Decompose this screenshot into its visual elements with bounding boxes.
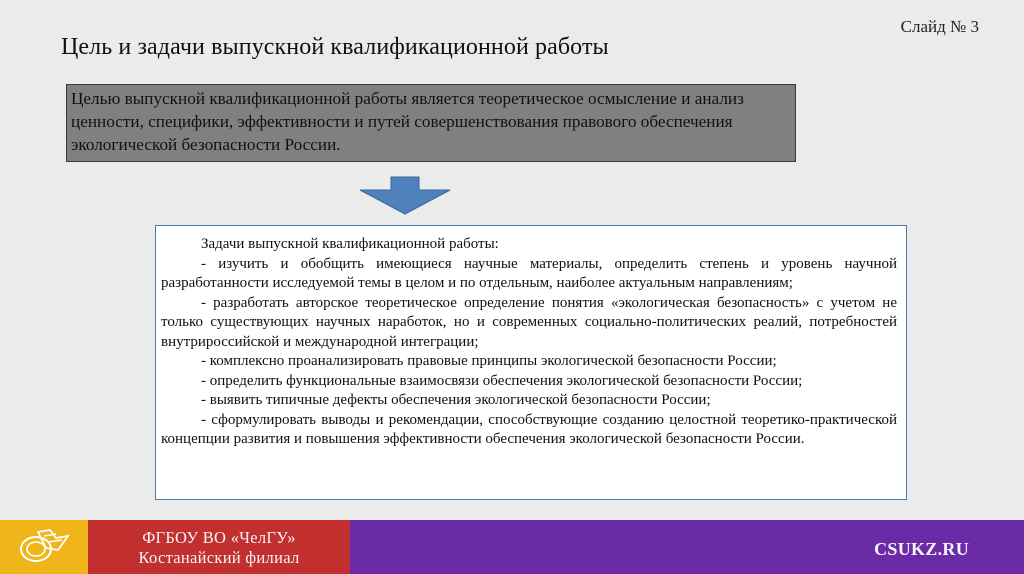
down-arrow-icon: [355, 176, 455, 216]
footer-org-name: ФГБОУ ВО «ЧелГУ»: [142, 528, 296, 547]
task-item: - выявить типичные дефекты обеспечения экологической безопасности России;: [201, 392, 711, 408]
slide-number: Слайд № 3: [900, 17, 979, 36]
footer-site-link[interactable]: CSUKZ.RU: [874, 539, 969, 559]
page-title: Цель и задачи выпускной квалификационной работы: [61, 34, 609, 60]
footer-logo-panel: [0, 520, 88, 574]
footer: [0, 520, 1024, 574]
footer-org-branch: Костанайский филиал: [138, 548, 300, 567]
university-logo-icon: [16, 528, 72, 566]
task-item: - определить функциональные взаимосвязи обеспечения экологической безопасности России;: [201, 372, 803, 389]
task-item: - комплексно проанализировать правовые принципы экологической безопасности России;: [201, 353, 777, 369]
task-item: - сформулировать выводы и рекомендации, способствующие созданию целостной теоретико-практической концепции развития и повышения эффективности обеспечения экологической безопасности России.: [161, 411, 897, 447]
task-item: - изучить и обобщить имеющиеся научные материалы, определить степень и уровень научной разработанности исследуемой темы в целом и по отдельным, наиболее актуальным направлениям;: [161, 255, 897, 291]
goal-box: Целью выпускной квалификационной работы является теоретическое осмысление и анализ ценности, специфики, эффективности и путей совершенствования правового обеспечения экологической безопасности России.: [66, 84, 796, 162]
tasks-box: [155, 225, 907, 500]
footer-organization: [88, 520, 350, 574]
footer-site-panel: [350, 520, 1024, 574]
tasks-heading: Задачи выпускной квалификационной работы:: [201, 236, 499, 252]
task-item: - разработать авторское теоретическое определение понятия «экологическая безопасность» с учетом не только существующих научных наработок, но и современных социально-политических реалий, потребностей внутрироссийской и международной интеграции;: [161, 294, 897, 350]
